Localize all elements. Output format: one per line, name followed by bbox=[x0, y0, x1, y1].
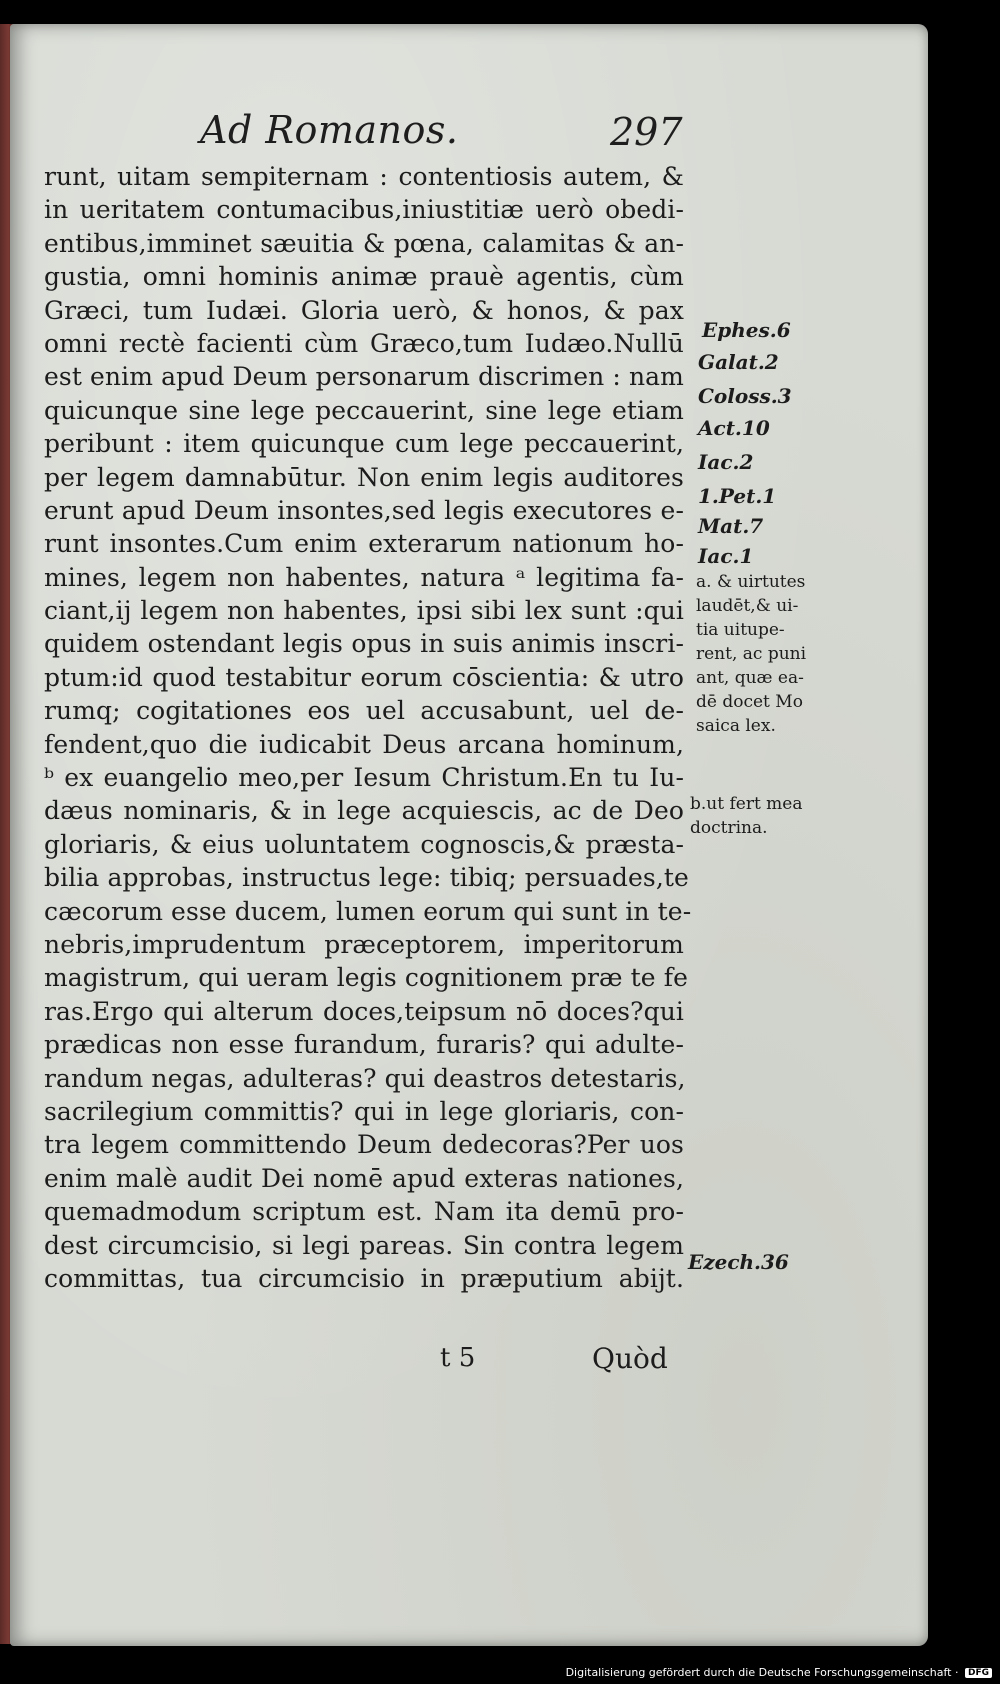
text-line: ptum:id quod testabitur eorum cōscientia: & utro bbox=[44, 662, 684, 692]
margin-ref-iac1: Iac.1 bbox=[698, 544, 754, 568]
margin-ref-act: Act.10 bbox=[698, 416, 770, 440]
text-line: Græci, tum Iudæi. Gloria uerò, & honos, & pax bbox=[44, 295, 684, 325]
margin-ref-ezech: Ezech.36 bbox=[688, 1250, 789, 1274]
body-text bbox=[44, 160, 692, 1295]
text-line: quidem ostendant legis opus in suis animis inscri- bbox=[44, 629, 684, 659]
text-line: per legem damnabūtur. Non enim legis auditores bbox=[44, 462, 684, 492]
gloss-line: doctrina. bbox=[690, 818, 768, 838]
text-line: runt insontes.Cum enim exterarum nationum ho- bbox=[44, 529, 684, 559]
text-line: peribunt : item quicunque cum lege peccauerint, bbox=[44, 429, 684, 459]
text-line: tra legem committendo Deum dedecoras?Per uos bbox=[44, 1130, 684, 1160]
text-line: omni rectè facienti cùm Græco,tum Iudæo.Nullū bbox=[44, 328, 684, 358]
text-line: ras.Ergo qui alterum doces,teipsum nō doces?qui bbox=[44, 996, 684, 1026]
text-line: sacrilegium committis? qui in lege gloriaris, con- bbox=[44, 1096, 684, 1126]
text-line: est enim apud Deum personarum discrimen : nam bbox=[44, 362, 684, 392]
margin-ref-coloss: Coloss.3 bbox=[698, 384, 792, 408]
margin-ref-pet: 1.Pet.1 bbox=[698, 484, 777, 508]
text-line: nebris,imprudentum præceptorem, imperitorum bbox=[44, 929, 684, 959]
margin-gloss-b bbox=[690, 792, 803, 840]
gloss-line: b.ut fert mea bbox=[690, 794, 803, 814]
text-line: gloriaris, & eius uoluntatem cognoscis,& præsta- bbox=[44, 829, 684, 859]
text-line: fendent,quo die iudicabit Deus arcana hominum, bbox=[44, 729, 684, 759]
gloss-line: ant, quæ ea- bbox=[696, 668, 804, 688]
text-line: magistrum, qui ueram legis cognitionem præ te fe bbox=[44, 963, 688, 993]
margin-ref-iac2: Iac.2 bbox=[698, 450, 754, 474]
gloss-line: tia uitupe- bbox=[696, 620, 785, 640]
text-line: committas, tua circumcisio in præputium abijt. bbox=[44, 1263, 684, 1293]
catchword: Quòd bbox=[592, 1342, 668, 1375]
margin-ref-ephes: Ephes.6 bbox=[702, 318, 791, 342]
text-line: in ueritatem contumacibus,iniustitiæ uerò obedi- bbox=[44, 195, 684, 225]
running-title: Ad Romanos. bbox=[200, 108, 459, 152]
gloss-line: laudēt,& ui- bbox=[696, 596, 799, 616]
gloss-line: dē docet Mo bbox=[696, 692, 803, 712]
text-line: cæcorum esse ducem, lumen eorum qui sunt in te- bbox=[44, 896, 692, 926]
gloss-line: rent, ac puni bbox=[696, 644, 807, 664]
page-number: 297 bbox=[610, 110, 683, 154]
text-line: prædicas non esse furandum, furaris? qui adulte- bbox=[44, 1030, 684, 1060]
signature-mark: t 5 bbox=[440, 1343, 476, 1373]
text-line: enim malè audit Dei nomē apud exteras nationes, bbox=[44, 1163, 684, 1193]
gloss-line: a. & uirtutes bbox=[696, 572, 806, 592]
text-line: ᵇ ex euangelio meo,per Iesum Christum.En tu Iu- bbox=[44, 763, 684, 793]
text-line: quicunque sine lege peccauerint, sine lege etiam bbox=[44, 395, 684, 425]
text-line: dest circumcisio, si legi pareas. Sin contra legem bbox=[44, 1230, 684, 1260]
digitization-credit bbox=[566, 1666, 992, 1679]
credit-text: Digitalisierung gefördert durch die Deutsche Forschungsgemeinschaft · bbox=[565, 1666, 959, 1679]
text-line: ciant,ij legem non habentes, ipsi sibi lex sunt :qui bbox=[44, 596, 684, 626]
margin-ref-galat: Galat.2 bbox=[698, 350, 779, 374]
margin-gloss-a bbox=[696, 570, 806, 738]
text-line: randum negas, adulteras? qui deastros detestaris, bbox=[44, 1063, 686, 1093]
text-line: quemadmodum scriptum est. Nam ita demū pro- bbox=[44, 1197, 684, 1227]
text-line: bilia approbas, instructus lege: tibiq; persuades,te bbox=[44, 863, 689, 893]
margin-ref-mat: Mat.7 bbox=[698, 514, 764, 538]
text-line: rumq; cogitationes eos uel accusabunt, uel de- bbox=[44, 696, 684, 726]
text-line: entibus,imminet sæuitia & pœna, calamitas & an- bbox=[44, 228, 684, 258]
text-line: mines, legem non habentes, natura ᵃ legitima fa- bbox=[44, 562, 684, 592]
text-line: dæus nominaris, & in lege acquiescis, ac de Deo bbox=[44, 796, 684, 826]
text-line: runt, uitam sempiternam : contentiosis autem, & bbox=[44, 162, 684, 191]
dfg-logo: DFG bbox=[965, 1668, 992, 1678]
text-line: erunt apud Deum insontes,sed legis executores e- bbox=[44, 495, 684, 525]
gloss-line: saica lex. bbox=[696, 716, 776, 736]
text-line: gustia, omni hominis animæ prauè agentis, cùm bbox=[44, 262, 684, 292]
